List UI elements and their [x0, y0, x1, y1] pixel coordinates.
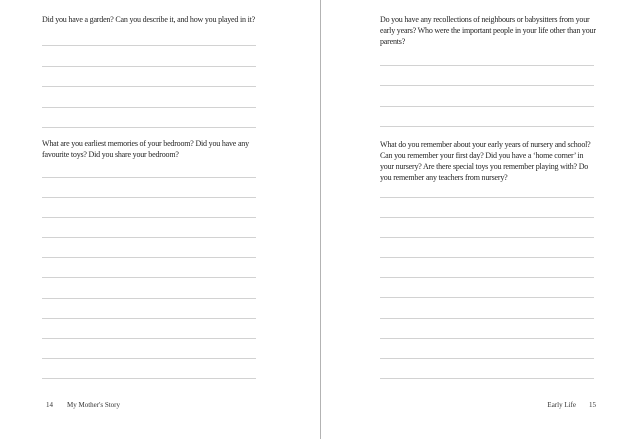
answer-line: [380, 178, 594, 198]
page-divider: [320, 0, 321, 439]
answer-line: [380, 238, 594, 258]
page-left: [42, 0, 258, 439]
running-title: Early Life: [547, 401, 576, 409]
answer-lines-group: [380, 178, 594, 379]
answer-line: [380, 319, 594, 339]
answer-line: [42, 158, 256, 178]
answer-line: [42, 238, 256, 258]
answer-line: [42, 258, 256, 278]
question-text: What are you earliest memories of your bedroom? Did you have any favourite toys? Did you share your bedroom?: [42, 139, 249, 159]
answer-line: [380, 339, 594, 359]
question-text: What do you remember about your early years of nursery and school? Can you remember your first day? Did you have a ‘home corner’ in your nursery? Are there special toys you remember playing with? Do you remember any teachers from nursery?: [380, 140, 591, 182]
question-text: Do you have any recollections of neighbours or babysitters from your early years? Who were the important people in your life other than your parents?: [380, 15, 596, 46]
answer-lines-group: [42, 158, 256, 379]
answer-line: [380, 218, 594, 238]
answer-line: [380, 278, 594, 298]
answer-line: [42, 339, 256, 359]
page-number: 14: [46, 401, 53, 409]
answer-line: [42, 26, 256, 47]
answer-line: [42, 299, 256, 319]
page-footer: [42, 401, 258, 410]
answer-line: [380, 46, 594, 66]
answer-line: [42, 218, 256, 238]
answer-lines-group: [380, 46, 594, 127]
answer-line: [42, 46, 256, 67]
answer-line: [42, 108, 256, 129]
answer-line: [42, 359, 256, 379]
answer-line: [380, 298, 594, 318]
answer-lines-group: [42, 26, 256, 129]
answer-line: [380, 198, 594, 218]
page-number: 15: [589, 401, 596, 409]
answer-line: [42, 67, 256, 88]
page-right: [380, 0, 596, 439]
answer-line: [42, 178, 256, 198]
answer-line: [380, 107, 594, 127]
running-title: My Mother's Story: [67, 401, 120, 409]
answer-line: [42, 87, 256, 108]
answer-line: [42, 319, 256, 339]
answer-line: [380, 86, 594, 106]
answer-line: [42, 278, 256, 298]
answer-line: [380, 359, 594, 379]
page-footer: [380, 401, 596, 410]
answer-line: [380, 66, 594, 86]
answer-line: [42, 198, 256, 218]
answer-line: [380, 258, 594, 278]
question-text: Did you have a garden? Can you describe it, and how you played in it?: [42, 15, 256, 24]
